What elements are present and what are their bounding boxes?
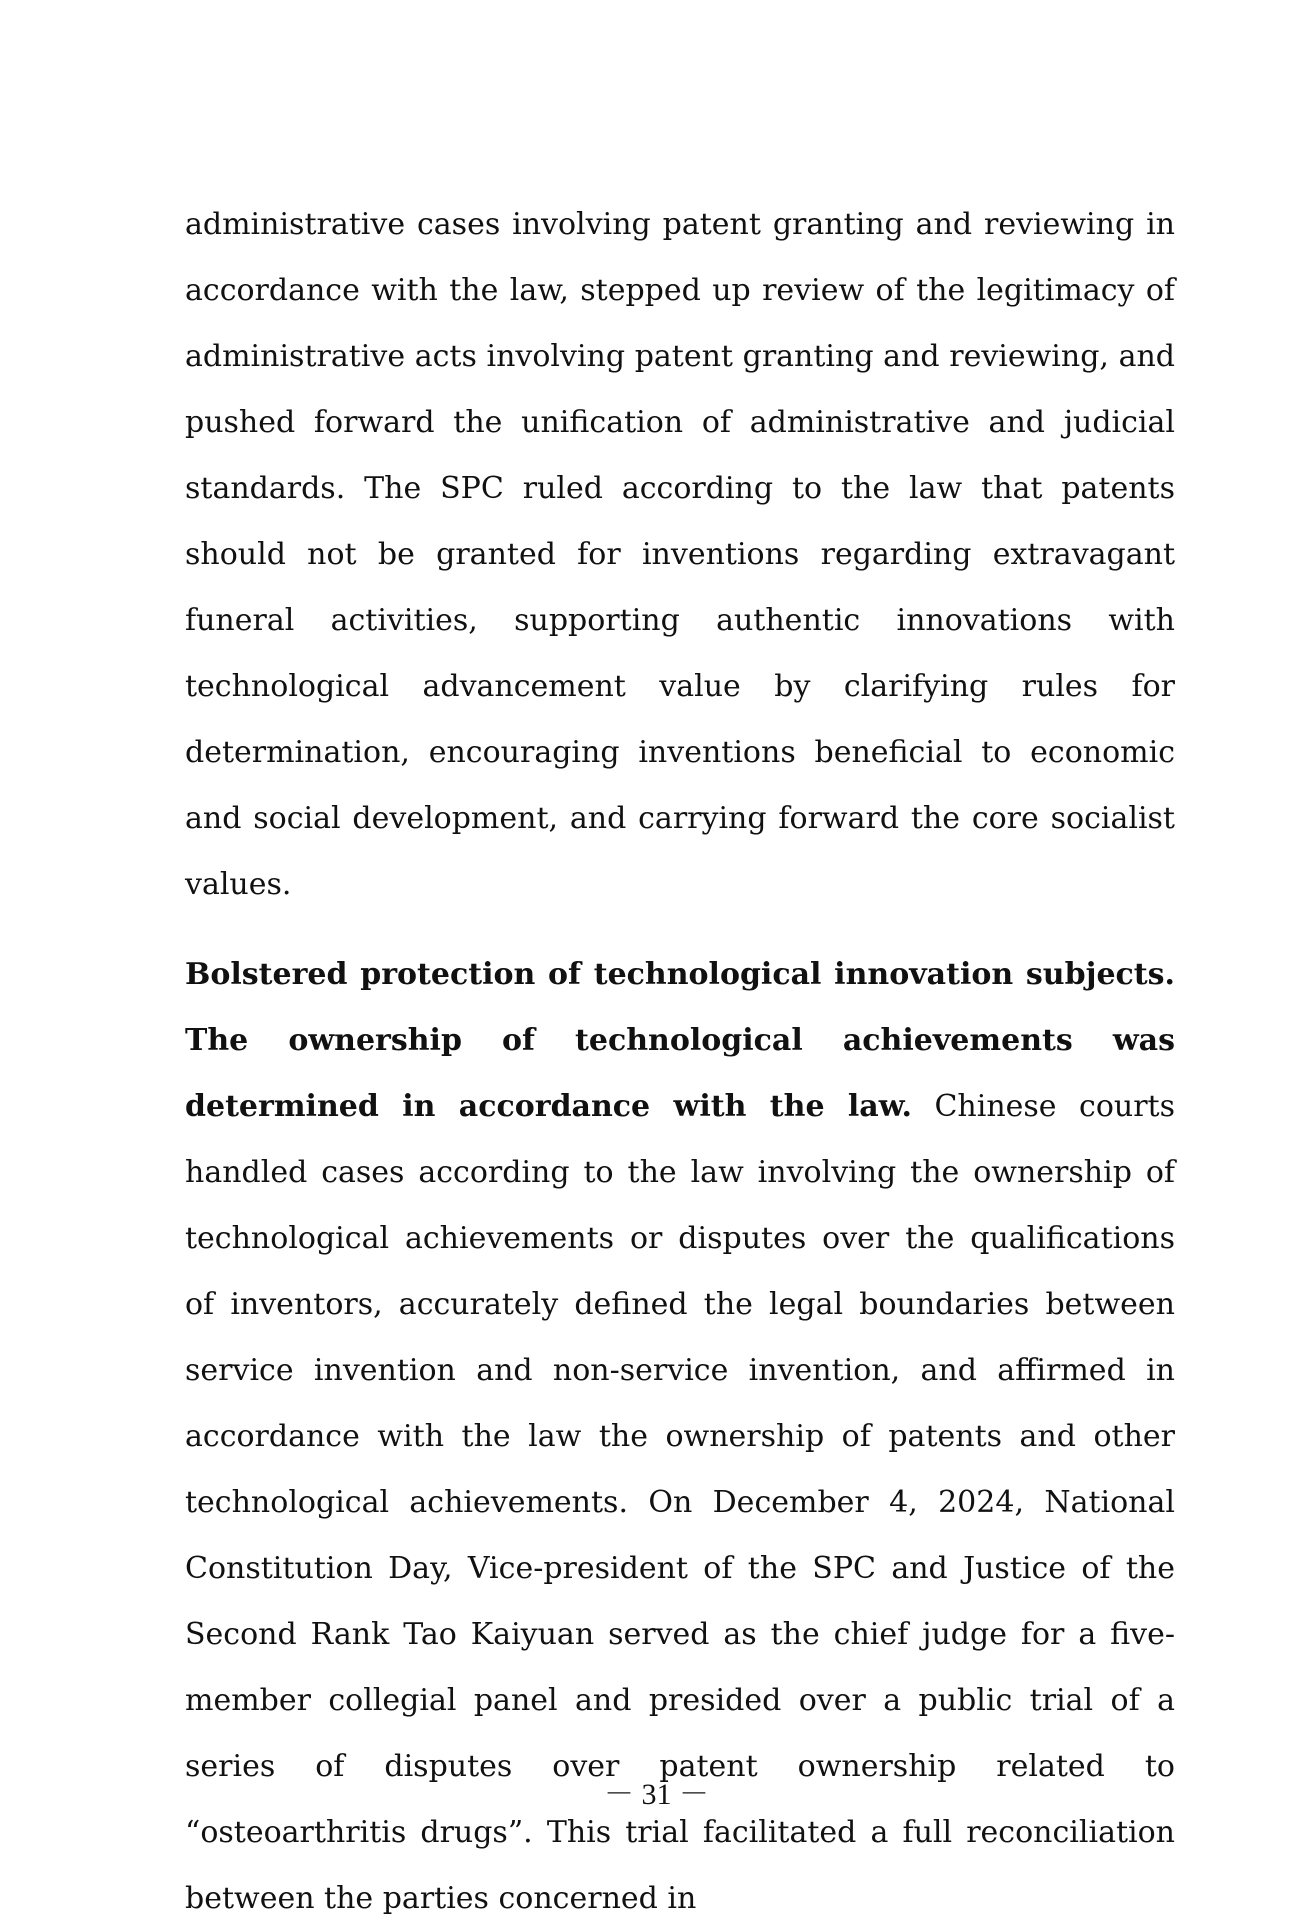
paragraph-heading: Bolstered protection of technological innovation subjects. The ownership of technological achievements was determined in accordance with the law. bbox=[185, 957, 1175, 1124]
paragraph-text: Chinese courts handled cases according to the law involving the ownership of technological achievements or disputes over the qualifications of inventors, accurately defined the legal boundaries between service invention and non-service invention, and affirmed in accordance with the law the ownership of patents and other technological achievements. On December 4, 2024, National Constitution Day, Vice-president of the SPC and Justice of the Second Rank Tao Kaiyuan served as the chief judge for a five-member collegial panel and presided over a public trial of a series of disputes over patent ownership related to “osteoarthritis drugs”. This trial facilitated a full reconciliation between the parties concerned in bbox=[185, 1089, 1175, 1916]
page-number: － 31 － bbox=[604, 1778, 709, 1811]
paragraph-text: administrative cases involving patent granting and reviewing in accordance with the law, stepped up review of the legitimacy of administrative acts involving patent granting and reviewing, and pushed forward the unification of administrative and judicial standards. The SPC ruled according to the law that patents should not be granted for inventions regarding extravagant funeral activities, supporting authentic innovations with technological advancement value by clarifying rules for determination, encouraging inventions beneficial to economic and social development, and carrying forward the core socialist values. bbox=[185, 207, 1175, 902]
body-text bbox=[185, 192, 1175, 1932]
paragraph-patent-review bbox=[185, 192, 1175, 918]
